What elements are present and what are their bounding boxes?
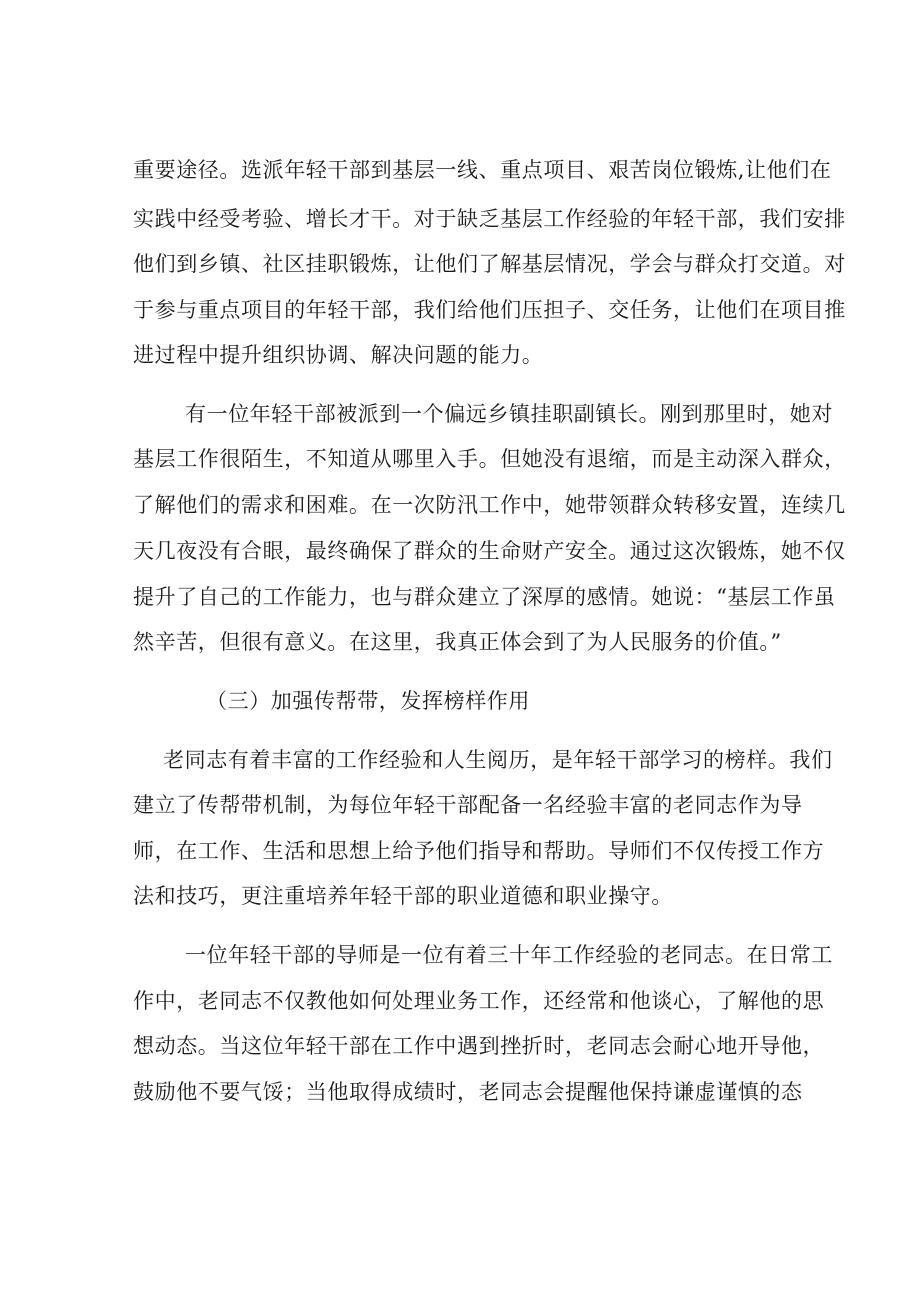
paragraph-2-line-3: 了解他们的需求和困难。在一次防汛工作中，她带领群众转移安置，连续几 (133, 493, 846, 517)
paragraph-4-line-2: 作中，老同志不仅教他如何处理业务工作，还经常和他谈心，了解他的思 (133, 989, 825, 1013)
paragraph-2-line-6: 然辛苦，但很有意义。在这里，我真正体会到了为人民服务的价值。” (133, 630, 782, 654)
paragraph-2-line-4: 天几夜没有合眼，最终确保了群众的生命财产安全。通过这次锻炼，她不仅 (133, 539, 846, 563)
paragraph-2-line-2: 基层工作很陌生，不知道从哪里入手。但她没有退缩，而是主动深入群众， (133, 447, 846, 471)
paragraph-1-line-4: 于参与重点项目的年轻干部，我们给他们压担子、交任务，让他们在项目推 (133, 298, 846, 322)
paragraph-3-line-2: 建立了传帮带机制，为每位年轻干部配备一名经验丰富的老同志作为导 (133, 793, 803, 817)
paragraph-1-line-3: 他们到乡镇、社区挂职锻炼，让他们了解基层情况，学会与群众打交道。对 (133, 252, 846, 276)
section-heading: （三）加强传帮带，发挥榜样作用 (206, 689, 530, 713)
paragraph-3-line-1: 老同志有着丰富的工作经验和人生阅历，是年轻干部学习的榜样。我们 (163, 748, 833, 772)
paragraph-1-line-2: 实践中经受考验、增长才干。对于缺乏基层工作经验的年轻干部，我们安排 (133, 207, 846, 231)
paragraph-4-line-1: 一位年轻干部的导师是一位有着三十年工作经验的老同志。在日常工 (185, 943, 833, 967)
paragraph-2-line-1: 有一位年轻干部被派到一个偏远乡镇挂职副镇长。刚到那里时，她对 (185, 402, 833, 426)
paragraph-4-line-4: 鼓励他不要气馁；当他取得成绩时，老同志会提醒他保持谦虚谨慎的态 (133, 1080, 803, 1104)
paragraph-4-line-3: 想动态。当这位年轻干部在工作中遇到挫折时，老同志会耐心地开导他， (133, 1034, 825, 1058)
paragraph-1-line-5: 进过程中提升组织协调、解决问题的能力。 (133, 343, 544, 367)
paragraph-3-line-4: 法和技巧，更注重培养年轻干部的职业道德和职业操守。 (133, 884, 673, 908)
paragraph-1-line-1: 重要途径。选派年轻干部到基层一线、重点项目、艰苦岗位锻炼,让他们在 (133, 158, 832, 182)
paragraph-3-line-3: 师，在工作、生活和思想上给予他们指导和帮助。导师们不仅传授工作方 (133, 839, 825, 863)
paragraph-2-line-5: 提升了自己的工作能力，也与群众建立了深厚的感情。她说：“基层工作虽 (133, 585, 836, 609)
